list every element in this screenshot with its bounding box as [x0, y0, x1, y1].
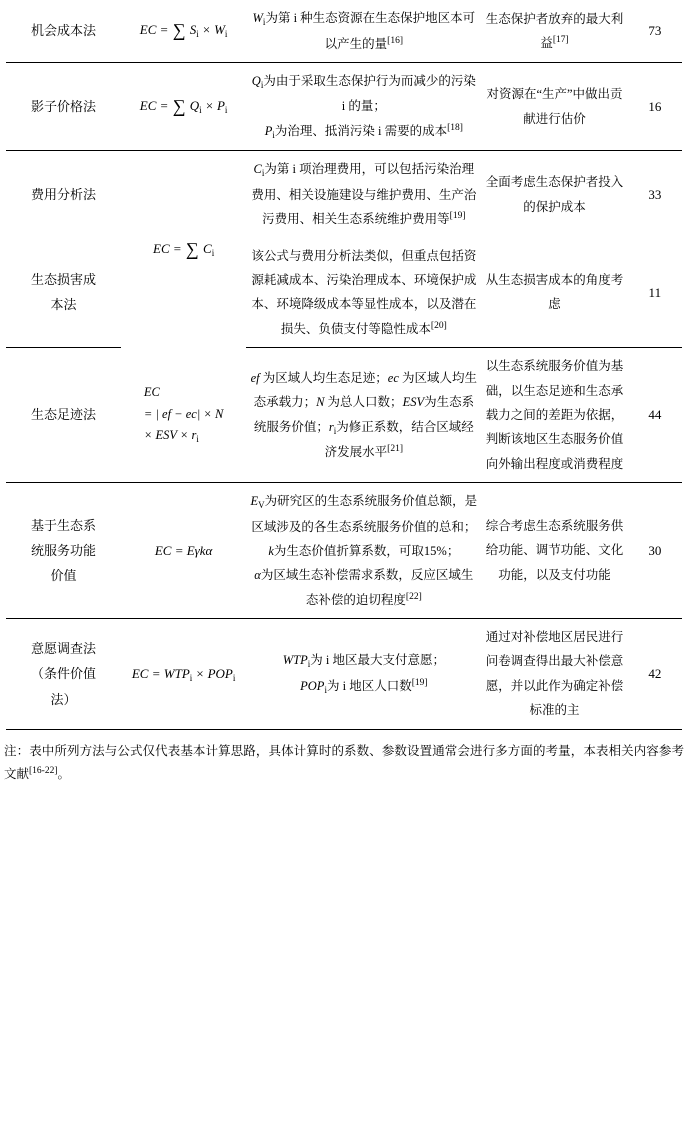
method-explanation: 对资源在“生产”中做出贡献进行估价 — [481, 62, 627, 150]
method-count: 16 — [628, 62, 682, 150]
method-explanation: 综合考虑生态系统服务供给功能、调节功能、文化功能，以及支付功能 — [481, 483, 627, 619]
method-explanation: 以生态系统服务价值为基础，以生态足迹和生态承载力之间的差距为依据，判断该地区生态服务价值向外输出程度或消费程度 — [481, 348, 627, 483]
table-row — [6, 238, 682, 348]
method-formula: EC = | ef − ec| × N × ESV × $r_i$ — [121, 348, 246, 483]
table-row — [6, 0, 682, 62]
table-row — [6, 619, 682, 730]
method-count: 42 — [628, 619, 682, 730]
method-count: 11 — [628, 238, 682, 348]
method-description: $C_i$为第 i 项治理费用，可以包括污染治理费用、相关设施建设与维护费用、生产治污费用、相关生态系统维护费用等[19] — [251, 162, 477, 227]
method-explanation: 生态保护者放弃的最大利益[17] — [481, 0, 627, 62]
method-formula: EC = ∑ $C_i$ — [153, 238, 215, 259]
method-explanation: 全面考虑生态保护者投入的保护成本 — [485, 175, 624, 214]
table-row — [6, 348, 682, 483]
method-description: $Q_i$为由于采取生态保护行为而减少的污染 i 的量； $P_i$为治理、抵消污染 i 需要的成本[18] — [246, 62, 481, 150]
method-name: 机会成本法 — [6, 0, 121, 62]
method-description: 该公式与费用分析法类似，但重点包括资源耗减成本、污染治理成本、环境保护成本、环境降级成本等显性成本，以及潜在损失、负债支付等隐性成本[20] — [246, 238, 481, 348]
method-name: 影子价格法 — [6, 62, 121, 150]
method-formula: EC = Eγkα — [121, 483, 246, 619]
method-description: ef 为区域人均生态足迹；ec 为区域人均生态承载力；N 为总人口数；ESV为生态系统服务价值；$r_i$为修正系数，结合区域经济发展水平[21] — [246, 348, 481, 483]
method-count: 44 — [628, 348, 682, 483]
method-explanation: 通过对补偿地区居民进行问卷调查得出最大补偿意愿，并以此作为确定补偿标准的主 — [481, 619, 627, 730]
method-formula: EC = ∑ $Q_i \times P_i$ — [121, 62, 246, 150]
methods-table — [6, 0, 682, 730]
footnote-reference: [16-22] — [29, 765, 58, 776]
method-description: $WTP_i$为 i 地区最大支付意愿； $POP_i$为 i 地区人口数[19] — [246, 619, 481, 730]
method-name: 基于生态系 统服务功能 价值 — [6, 483, 121, 619]
method-count: 30 — [628, 483, 682, 619]
method-description: $E_V$为研究区的生态系统服务价值总额，是区域涉及的各生态系统服务价值的总和； k为生态价值折算系数，可取15%； α为区域生态补偿需求系数，反应区域生态补偿的迫切程度[22] — [246, 483, 481, 619]
method-count: 73 — [628, 0, 682, 62]
table-row — [6, 151, 682, 238]
table-row — [6, 62, 682, 150]
method-name: 生态损害成 本法 — [6, 238, 121, 348]
method-count: 33 — [648, 186, 662, 202]
method-name: 意愿调查法 （条件价值 法） — [6, 619, 121, 730]
table-footnote — [4, 740, 684, 786]
method-description: $W_i$为第 i 种生态资源在生态保护地区本可以产生的量[16] — [246, 0, 481, 62]
footnote-text: 注：表中所列方法与公式仅代表基本计算思路，具体计算时的系数、参数设置通常会进行多方面的考量，本表相关内容参考文献 — [4, 743, 684, 781]
method-explanation: 从生态损害成本的角度考虑 — [481, 238, 627, 348]
table-row — [6, 483, 682, 619]
method-formula: EC = ∑ $S_i \times W_i$ — [121, 0, 246, 62]
method-name: 生态足迹法 — [6, 348, 121, 483]
method-name: 费用分析法 — [30, 186, 96, 202]
footnote-tail: 。 — [57, 766, 71, 781]
method-formula: EC = $WTP_i \times POP_i$ — [121, 619, 246, 730]
